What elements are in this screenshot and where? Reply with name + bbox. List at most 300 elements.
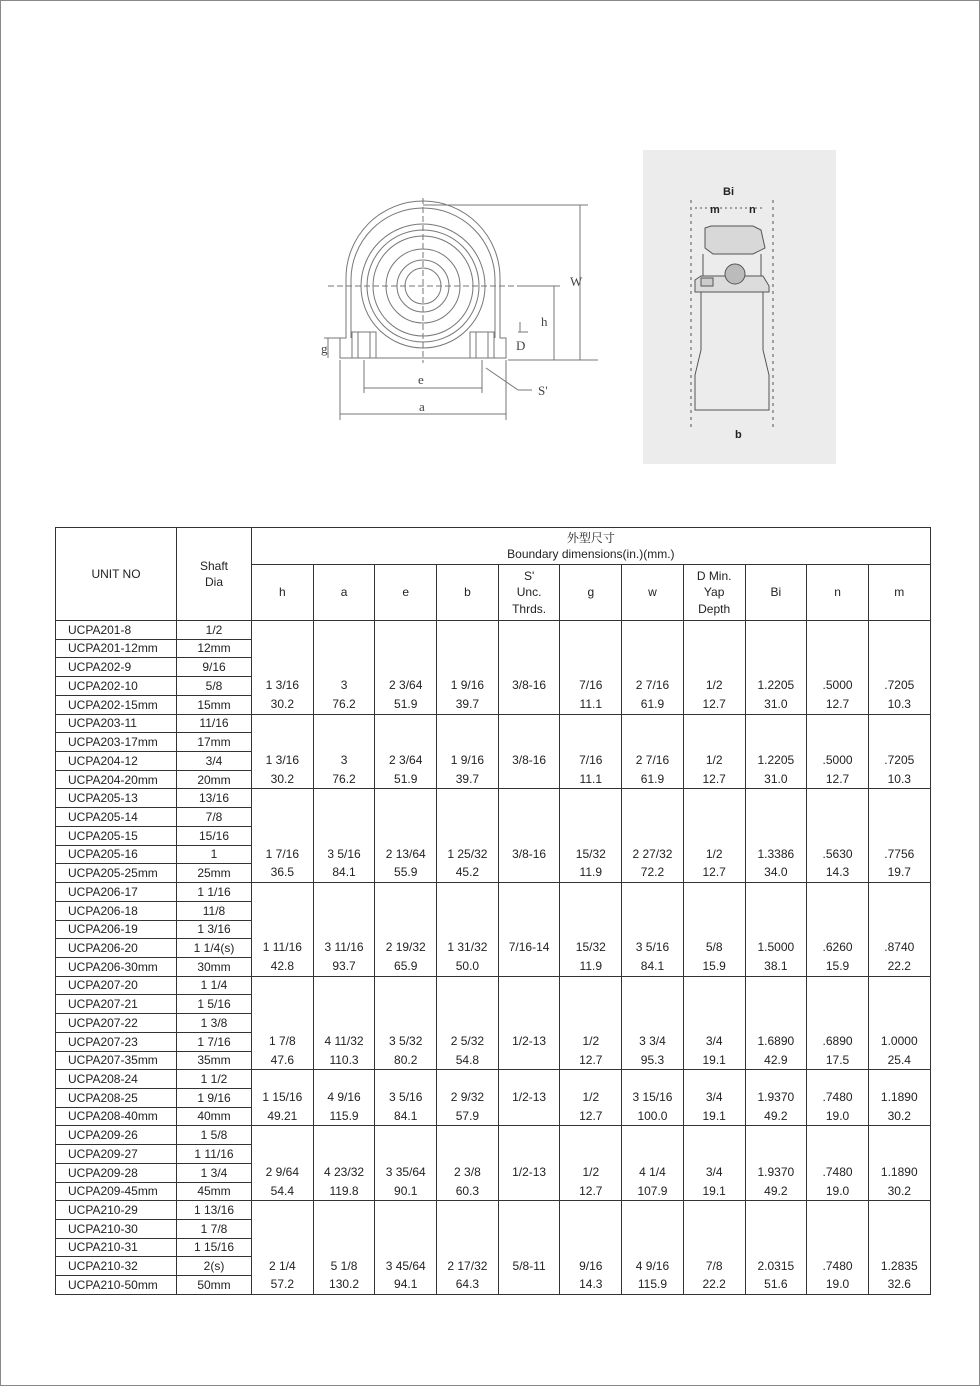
dimension-cell [375,621,437,715]
shaft-dia-cell: 35mm [177,1051,252,1070]
column-header [807,565,869,621]
dimension-cell [437,1201,499,1295]
dimension-mm: 107.9 [637,1183,668,1198]
dimension-inch: 2 3/64 [389,678,423,693]
dimension-mm: 11.1 [579,696,603,711]
dimension-inch: 7/8 [705,1258,723,1273]
dimension-mm: 76.2 [332,771,356,786]
dimension-cell [868,789,930,883]
table-row [56,883,931,902]
dimension-inch: 1 25/32 [447,846,488,861]
dimension-inch: 2 13/64 [385,846,426,861]
unit-no-cell: UCPA207-35mm [56,1051,177,1070]
unit-no-cell: UCPA210-29 [56,1201,177,1220]
dimension-cell [313,621,375,715]
header-shaft-dia-line2: Dia [204,575,223,589]
dimension-inch: 2 7/16 [635,753,670,768]
unit-no-cell: UCPA210-30 [56,1220,177,1239]
dimension-mm: 45.2 [455,865,480,880]
shaft-dia-cell: 1 1/4 [177,976,252,995]
shaft-dia-cell: 1 1/4(s) [177,939,252,958]
dimension-mm: 119.8 [329,1183,359,1198]
dimension-inch: 2 9/32 [450,1090,485,1105]
dimension-cell [807,976,869,1070]
dimension-mm: 49.2 [764,1183,788,1198]
dimension-inch: 4 9/16 [327,1090,361,1105]
dimension-mm: 19.0 [825,1277,850,1292]
dimension-mm: 11.9 [579,865,603,880]
dimension-cell [745,1201,807,1295]
dimension-cell [807,1126,869,1201]
unit-no-cell: UCPA210-31 [56,1238,177,1257]
dimension-inch: 2 17/32 [447,1258,488,1273]
column-header-line: h [279,585,286,600]
dimension-inch: 3 5/32 [389,1033,423,1048]
dimension-cell [437,621,499,715]
dimension-inch: .6890 [822,1033,853,1048]
label-g: g [321,341,328,356]
dimension-inch: 1.3386 [757,846,795,861]
dimension-cell [252,1070,314,1126]
shaft-dia-cell: 30mm [177,957,252,976]
shaft-dia-cell: 15mm [177,695,252,714]
dimension-inch: 1/2 [705,678,723,693]
dimension-mm [499,863,560,882]
column-header-line: w [648,585,657,600]
shaft-dia-cell: 1 11/16 [177,1145,252,1164]
dimension-cell [252,789,314,883]
column-header [560,565,622,621]
dimension-mm: 12.7 [825,771,850,786]
dimension-inch: 3 15/16 [632,1090,673,1105]
dimension-mm: 50.0 [455,958,480,973]
dimension-mm: 72.2 [640,865,665,880]
unit-no-cell: UCPA209-26 [56,1126,177,1145]
dimension-mm: 11.9 [579,958,603,973]
dimension-inch: .7756 [884,846,915,861]
header-unit-no: UNIT NO [56,528,177,621]
dimension-inch: 4 23/32 [324,1164,365,1179]
dimension-mm: 11.1 [579,771,603,786]
dimension-inch: 1/2 [582,1033,600,1048]
dimension-cell [498,789,560,883]
dimensions-table-body [56,621,931,1295]
dimension-mm: 19.7 [887,865,911,880]
dimension-inch: 5/8-11 [512,1258,546,1273]
shaft-dia-cell: 1 7/16 [177,1032,252,1051]
dimension-inch: 2 19/32 [385,940,426,955]
dimension-inch: 5 1/8 [330,1258,358,1273]
dimension-inch: 2 5/32 [450,1033,485,1048]
column-header [252,565,314,621]
unit-no-cell: UCPA205-25mm [56,864,177,883]
dimension-cell [252,883,314,977]
dimension-mm: 19.1 [702,1052,726,1067]
dimension-mm: 34.0 [764,865,788,880]
dimension-inch: 1.6890 [757,1033,795,1048]
dimension-cell [622,1126,684,1201]
column-header-line: g [587,585,595,600]
label-e: e [418,372,424,387]
dimension-inch: 1.1890 [880,1164,918,1179]
shaft-dia-cell: 1 [177,845,252,864]
table-row [56,1201,931,1220]
dimension-cell [437,976,499,1070]
dimension-mm: 12.7 [825,696,850,711]
dimension-mm: 15.9 [702,958,726,973]
dimension-mm: 30.2 [270,771,295,786]
column-header [868,565,930,621]
unit-no-cell: UCPA206-20 [56,939,177,958]
label-h: h [541,314,548,329]
label-w: W [570,274,583,289]
dimension-mm: 39.7 [455,696,480,711]
dimension-inch: 4 9/16 [635,1258,670,1273]
dimension-cell [807,1201,869,1295]
table-row [56,976,931,995]
dimension-cell [560,1070,622,1126]
dimension-mm: 65.9 [394,958,418,973]
dimension-cell [498,621,560,715]
dimension-cell [745,621,807,715]
unit-no-cell: UCPA205-13 [56,789,177,808]
dimension-mm [499,957,560,976]
dimension-inch: .6260 [822,940,853,955]
dimension-mm: 32.6 [887,1277,911,1292]
dimension-mm: 54.8 [455,1052,480,1067]
dimension-inch: 7/16-14 [508,940,550,955]
column-header-line: b [464,585,471,600]
unit-no-cell: UCPA202-15mm [56,695,177,714]
dimension-mm: 84.1 [394,1108,418,1123]
shaft-dia-cell: 13/16 [177,789,252,808]
dimension-mm: 115.9 [637,1277,668,1292]
unit-no-cell: UCPA206-30mm [56,957,177,976]
shaft-dia-cell: 2(s) [177,1257,252,1276]
unit-no-cell: UCPA202-9 [56,658,177,677]
dimension-cell [252,976,314,1070]
unit-no-cell: UCPA205-15 [56,826,177,845]
unit-no-cell: UCPA205-16 [56,845,177,864]
dimension-inch: 9/16 [579,1258,603,1273]
dimension-mm [499,770,560,789]
dimension-cell [313,976,375,1070]
dimension-inch: 2 27/32 [632,846,673,861]
column-header [498,565,560,621]
dimension-mm: 94.1 [394,1277,418,1292]
dimension-inch: 3 5/16 [327,846,361,861]
dimension-cell [560,883,622,977]
dimension-inch: 3 3/4 [639,1033,666,1048]
column-header-line: n [834,585,841,600]
dimension-cell [560,1201,622,1295]
dimension-inch: .7480 [822,1258,853,1273]
dimension-mm: 42.8 [270,958,295,973]
dimension-mm [499,1275,560,1294]
dimension-cell [498,1126,560,1201]
dimension-inch: 1/2 [705,846,723,861]
dimension-cell [560,1126,622,1201]
dimension-mm: 100.0 [637,1108,668,1123]
column-header-line: S' [523,569,535,584]
shaft-dia-cell: 1/2 [177,621,252,640]
dimension-mm: 54.4 [270,1183,295,1198]
dimension-inch: 3 5/16 [635,940,670,955]
column-header-line: Depth [698,601,731,616]
dimension-mm: 14.3 [579,1277,603,1292]
dimension-inch: 1.2835 [880,1258,918,1273]
column-header-line: Thrds. [512,601,547,616]
dimension-cell [437,714,499,789]
unit-no-cell: UCPA210-50mm [56,1276,177,1295]
dimension-cell [622,789,684,883]
header-shaft-dia [177,528,252,621]
dimension-mm: 12.7 [579,1052,603,1067]
dimension-inch: 7/16 [579,678,603,693]
dimension-cell [498,976,560,1070]
column-header [437,565,499,621]
dimension-cell [375,1070,437,1126]
dimension-cell [437,1126,499,1201]
bearing-side-view-drawing [643,150,836,464]
dimension-cell [375,1201,437,1295]
dimension-cell [868,714,930,789]
shaft-dia-cell: 1 3/8 [177,1014,252,1033]
dimension-mm: 130.2 [329,1277,360,1292]
dimension-cell [560,714,622,789]
column-header [313,565,375,621]
dimension-inch: 3/4 [705,1033,723,1048]
dimension-inch: 3/8-16 [512,846,547,861]
dimension-mm: 14.3 [825,865,850,880]
dimension-cell [375,976,437,1070]
dimension-inch: 2 7/16 [635,678,670,693]
dimension-inch: 1/2 [582,1164,600,1179]
dimension-mm: 51.6 [764,1277,788,1292]
dimension-mm: 55.9 [394,865,418,880]
unit-no-cell: UCPA208-25 [56,1088,177,1107]
unit-no-cell: UCPA208-24 [56,1070,177,1089]
dimension-cell [745,789,807,883]
dimension-cell [375,883,437,977]
table-row [56,621,931,640]
dimension-mm: 30.2 [887,1183,911,1198]
dimension-mm: 12.7 [579,1108,603,1123]
dimension-cell [622,714,684,789]
label-b: b [735,429,742,441]
dimension-mm: 38.1 [764,958,788,973]
dimension-inch: 1 3/16 [265,678,300,693]
unit-no-cell: UCPA203-17mm [56,733,177,752]
unit-no-cell: UCPA206-18 [56,901,177,920]
dimension-inch: 4 11/32 [324,1033,364,1048]
unit-no-cell: UCPA201-12mm [56,639,177,658]
dimension-mm: 30.2 [887,1108,911,1123]
dimension-cell [375,789,437,883]
column-header [745,565,807,621]
dimension-cell [807,621,869,715]
dimension-cell [868,621,930,715]
dimension-cell [807,789,869,883]
dimension-inch: 2 3/8 [454,1164,481,1179]
dimension-mm: 30.2 [270,696,295,711]
dimension-inch: 1.0000 [880,1033,918,1048]
dimension-mm: 10.3 [887,696,911,711]
shaft-dia-cell: 1 15/16 [177,1238,252,1257]
dimension-inch: 2 1/4 [268,1258,296,1273]
dimension-cell [683,1126,745,1201]
table-row [56,1070,931,1089]
dimension-mm: 64.3 [455,1277,480,1292]
dimension-inch: 1.5000 [757,940,795,955]
dimension-cell [498,1070,560,1126]
dimension-cell [252,1126,314,1201]
dimension-inch: 4 1/4 [639,1164,666,1179]
dimension-cell [745,1070,807,1126]
dimension-cell [868,976,930,1070]
dimension-inch: 3 [340,678,348,693]
dimension-inch: 3/8-16 [512,678,547,693]
unit-no-cell: UCPA204-12 [56,752,177,771]
dimension-mm: 110.3 [329,1052,359,1067]
dimension-inch: 2 9/64 [265,1164,300,1179]
unit-no-cell: UCPA210-32 [56,1257,177,1276]
shaft-dia-cell: 9/16 [177,658,252,677]
header-shaft-dia-line1: Shaft [199,558,229,573]
dimension-cell [498,1201,560,1295]
shaft-dia-cell: 12mm [177,639,252,658]
dimension-mm: 17.5 [825,1052,850,1067]
dimension-mm [499,1051,560,1070]
dimension-inch: 3 35/64 [385,1164,426,1179]
shaft-dia-cell: 1 7/8 [177,1220,252,1239]
label-d: D [516,338,526,353]
dimension-inch: 3/8-16 [512,753,547,768]
dimension-mm: 115.9 [329,1108,359,1123]
unit-no-cell: UCPA208-40mm [56,1107,177,1126]
dimension-mm: 31.0 [764,771,788,786]
dimension-mm: 84.1 [640,958,665,973]
dimension-cell [868,1201,930,1295]
dimension-inch: 5/8 [705,940,723,955]
column-header-line: e [402,585,410,600]
unit-no-cell: UCPA203-11 [56,714,177,733]
dimension-cell [622,621,684,715]
dimension-inch: 1 7/16 [265,846,300,861]
dimension-cell [683,1201,745,1295]
dimension-mm: 47.6 [270,1052,295,1067]
dimension-inch: 1/2-13 [512,1033,547,1048]
dimension-mm: 80.2 [394,1052,418,1067]
dimension-mm: 31.0 [764,696,788,711]
dimension-inch: 1 3/16 [265,753,300,768]
shaft-dia-cell: 50mm [177,1276,252,1295]
dimension-inch: 1.9370 [757,1090,795,1105]
dimension-cell [745,714,807,789]
dimension-mm: 22.2 [702,1277,726,1292]
dimension-cell [745,1126,807,1201]
dimension-inch: 1.2205 [757,678,795,693]
header-boundary-cn: 外型尺寸 [566,530,615,545]
dimension-mm: 19.1 [702,1108,726,1123]
dimension-inch: 1 7/8 [268,1033,296,1048]
dimension-inch: 1.2205 [757,753,795,768]
dimension-mm: 57.2 [270,1277,295,1292]
shaft-dia-cell: 1 9/16 [177,1088,252,1107]
unit-no-cell: UCPA209-27 [56,1145,177,1164]
dimension-cell [313,714,375,789]
unit-no-cell: UCPA207-23 [56,1032,177,1051]
shaft-dia-cell: 11/16 [177,714,252,733]
dimension-inch: 1 15/16 [262,1090,303,1105]
dimension-cell [313,789,375,883]
dimension-inch: 1/2-13 [512,1090,547,1105]
dimension-mm: 19.0 [825,1108,850,1123]
dimension-inch: .8740 [884,940,915,955]
shaft-dia-cell: 1 5/16 [177,995,252,1014]
shaft-dia-cell: 17mm [177,733,252,752]
dimension-mm: 61.9 [640,771,665,786]
dimension-inch: 15/32 [575,846,606,861]
shaft-dia-cell: 1 3/16 [177,920,252,939]
dimension-cell [437,1070,499,1126]
dimension-inch: .7480 [822,1164,853,1179]
table-row [56,714,931,733]
unit-no-cell: UCPA209-28 [56,1163,177,1182]
dimension-cell [375,714,437,789]
dimension-cell [313,1201,375,1295]
dimension-cell [622,976,684,1070]
dimension-cell [807,714,869,789]
dimension-cell [622,1201,684,1295]
dimension-mm [499,1107,560,1126]
column-header-line: m [894,585,905,600]
dimension-cell [807,883,869,977]
dimension-inch: 3 11/16 [324,940,364,955]
shaft-dia-cell: 7/8 [177,808,252,827]
dimension-mm: 49.2 [764,1108,788,1123]
dimension-mm: 95.3 [640,1052,665,1067]
dimension-inch: 3 [340,753,348,768]
dimension-inch: 1/2 [582,1090,600,1105]
shaft-dia-cell: 40mm [177,1107,252,1126]
shaft-dia-cell: 15/16 [177,826,252,845]
dimension-mm: 51.9 [394,771,418,786]
dimension-inch: 1 9/16 [450,678,485,693]
dimension-cell [313,1126,375,1201]
dimension-mm [499,1182,560,1201]
dimension-inch: 1.1890 [880,1090,918,1105]
dimension-mm: 12.7 [702,771,726,786]
unit-no-cell: UCPA201-8 [56,621,177,640]
unit-no-cell: UCPA207-22 [56,1014,177,1033]
dimension-cell [868,883,930,977]
label-m: m [710,204,720,216]
dimension-cell [252,1201,314,1295]
dimension-mm: 57.9 [455,1108,480,1123]
dimension-cell [313,883,375,977]
dimension-inch: .5630 [822,846,853,861]
dimensions-table [55,527,931,1295]
shaft-dia-cell: 20mm [177,770,252,789]
dimension-inch: 1/2-13 [512,1164,547,1179]
dimension-mm: 61.9 [640,696,665,711]
dimension-cell [375,1126,437,1201]
dimension-mm: 90.1 [394,1183,418,1198]
dimension-cell [745,976,807,1070]
column-header [622,565,684,621]
dimension-mm: 39.7 [455,771,480,786]
